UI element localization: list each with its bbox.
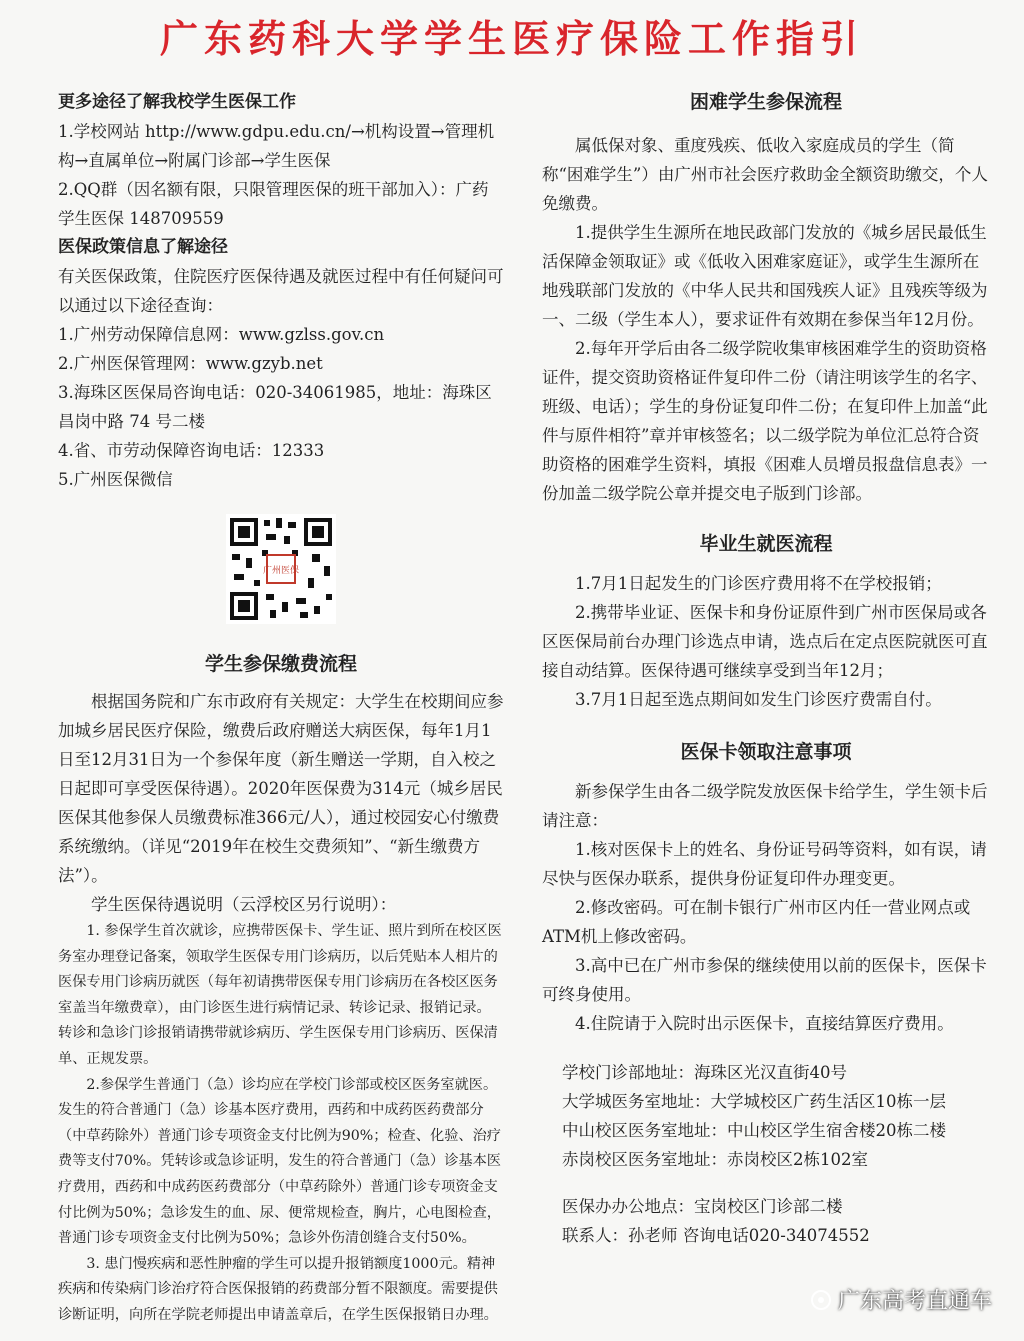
- more-ways-item: 1.学校网站 http://www.gdpu.edu.cn/→机构设置→管理机构→直属单位→附属门诊部→学生医保: [58, 122, 495, 170]
- address-line: 大学城医务室地址：大学城校区广药生活区10栋一层: [562, 1092, 946, 1111]
- graduate-item: 3.7月1日起至选点期间如发生门诊医疗费需自付。: [575, 690, 942, 709]
- card-intro: 新参保学生由各二级学院发放医保卡给学生，学生领卡后请注意：: [542, 782, 988, 830]
- difficult-item: 2.每年开学后由各二级学院收集审核困难学生的资助资格证件，提交资助资格证件复印件二份（请注明该学生的名字、班级、电话）；学生的身份证复印件二份；在复印件上加盖“此件与原件相符”章并审核签名；以二级学院为单位汇总符合资助资格的困难学生资料，填报《困难人员增员报盘信息表》一份加盖二级学院公章并提交电子版到门诊部。: [542, 339, 988, 503]
- policy-intro: 有关医保政策，住院医疗医保待遇及就医过程中有任何疑问可以通过以下途径查询：: [58, 267, 504, 315]
- payment-heading: 学生参保缴费流程: [204, 653, 357, 675]
- card-item: 1.核对医保卡上的姓名、身份证号码等资料，如有误，请尽快与医保办联系，提供身份证复印件办理变更。: [542, 840, 987, 888]
- address-line: 中山校区医务室地址：中山校区学生宿舍楼20栋二楼: [562, 1121, 946, 1140]
- more-ways-heading: 更多途径了解我校学生医保工作: [58, 92, 296, 112]
- graduate-item: 2.携带毕业证、医保卡和身份证原件到广州市医保局或各区医保局前台办理门诊选点申请，选点后在定点医院就医可直接自动结算。医保待遇可继续享受到当年12月；: [542, 603, 988, 680]
- card-item: 2.修改密码。可在制卡银行广州市区内任一营业网点或ATM机上修改密码。: [542, 898, 971, 946]
- contact-line: 联系人：孙老师 咨询电话020-34074552: [562, 1226, 870, 1245]
- address-line: 赤岗校区医务室地址：赤岗校区2栋102室: [562, 1150, 868, 1169]
- difficult-item: 1.提供学生生源所在地民政部门发放的《城乡居民最低生活保障金领取证》或《低收入困难家庭证》，或学生生源所在地残联部门发放的《中华人民共和国残疾人证》且残疾等级为一、二级（学生本人），要求证件有效期在参保当年12月份。: [542, 223, 988, 329]
- more-ways-item: 2.QQ群（因名额有限，只限管理医保的班干部加入）：广药学生医保 148709559: [58, 180, 489, 228]
- graduate-item: 1.7月1日起发生的门诊医疗费用将不在学校报销；: [575, 574, 942, 593]
- right-column: [542, 88, 990, 1250]
- treatment-heading: 学生医保待遇说明（云浮校区另行说明）：: [91, 895, 397, 914]
- payment-text: 根据国务院和广东市政府有关规定：大学生在校期间应参加城乡居民医疗保险，缴费后政府赠送大病医保，每年1月1日至12月31日为一个参保年度（新生赠送一学期，自入校之日起即可享受医保待遇）。2020年医保费为314元（城乡居民医保其他参保人员缴费标准366元/人），通过校园安心付缴费系统缴纳。（详见“2019年在校生交费须知”、“新生缴费方法”）。: [58, 692, 504, 885]
- policy-item: 2.广州医保管理网：www.gzyb.net: [58, 354, 323, 373]
- graduate-heading: 毕业生就医流程: [699, 533, 833, 555]
- card-heading: 医保卡领取注意事项: [680, 741, 852, 763]
- qr-code-icon: [226, 514, 336, 624]
- difficult-heading: 困难学生参保流程: [689, 91, 842, 113]
- policy-item: 5.广州医保微信: [58, 470, 173, 489]
- wechat-icon: [810, 1289, 832, 1311]
- office-location: 医保办办公地点：宝岗校区门诊部二楼: [562, 1197, 843, 1216]
- page-title: 广东药科大学学生医疗保险工作指引: [159, 17, 864, 61]
- policy-heading: 医保政策信息了解途径: [58, 237, 228, 257]
- card-item: 3.高中已在广州市参保的继续使用以前的医保卡，医保卡可终身使用。: [542, 956, 987, 1004]
- qr-label: 广州医保: [262, 566, 300, 576]
- policy-item: 4.省、市劳动保障咨询电话：12333: [58, 441, 325, 460]
- difficult-intro: 属低保对象、重度残疾、低收入家庭成员的学生（简称“困难学生”）由广州市社会医疗救助金全额资助缴交，个人免缴费。: [542, 136, 988, 213]
- policy-item: 1.广州劳动保障信息网：www.gzlss.gov.cn: [58, 325, 385, 344]
- card-item: 4.住院请于入院时出示医保卡，直接结算医疗费用。: [575, 1014, 954, 1033]
- left-column: [58, 88, 504, 1329]
- watermark: [810, 1284, 992, 1315]
- treatment-item: 3. 患门慢疾病和恶性肿瘤的学生可以提升报销额度1000元。精神疾病和传染病门诊治疗符合医保报销的药费部分暂不限额度。需要提供诊断证明，向所在学院老师提出申请盖章后，在学生医保报销日办理。: [58, 1255, 498, 1323]
- address-line: 学校门诊部地址：海珠区光汉直街40号: [562, 1063, 847, 1082]
- treatment-item: 1. 参保学生首次就诊，应携带医保卡、学生证、照片到所在校区医务室办理登记备案，领取学生医保专用门诊病历，以后凭贴本人相片的医保专用门诊病历就医（每年初请携带医保专用门诊病历在各校区医务室盖当年缴费章），由门诊医生进行病情记录、转诊记录、报销记录。转诊和急诊门诊报销请携带就诊病历、学生医保专用门诊病历、医保清单、正规发票。: [58, 923, 502, 1067]
- treatment-item: 2.参保学生普通门（急）诊均应在学校门诊部或校区医务室就医。发生的符合普通门（急）诊基本医疗费用，西药和中成药医药费部分（中草药除外）普通门诊专项资金支付比例为90%；检查、化验、治疗费等支付70%。凭转诊或急诊证明，发生的符合普通门（急）诊基本医疗费用，西药和中成药医药费部分（中草药除外）普通门诊专项资金支付比例为50%；急诊发生的血、尿、便常规检查，胸片，心电图检查，普通门诊专项资金支付比例为50%；急诊外伤清创缝合支付50%。: [58, 1076, 501, 1247]
- policy-item: 3.海珠区医保局咨询电话：020-34061985，地址：海珠区昌岗中路 74 号二楼: [58, 383, 492, 431]
- watermark-text: 广东高考直通车: [837, 1289, 992, 1314]
